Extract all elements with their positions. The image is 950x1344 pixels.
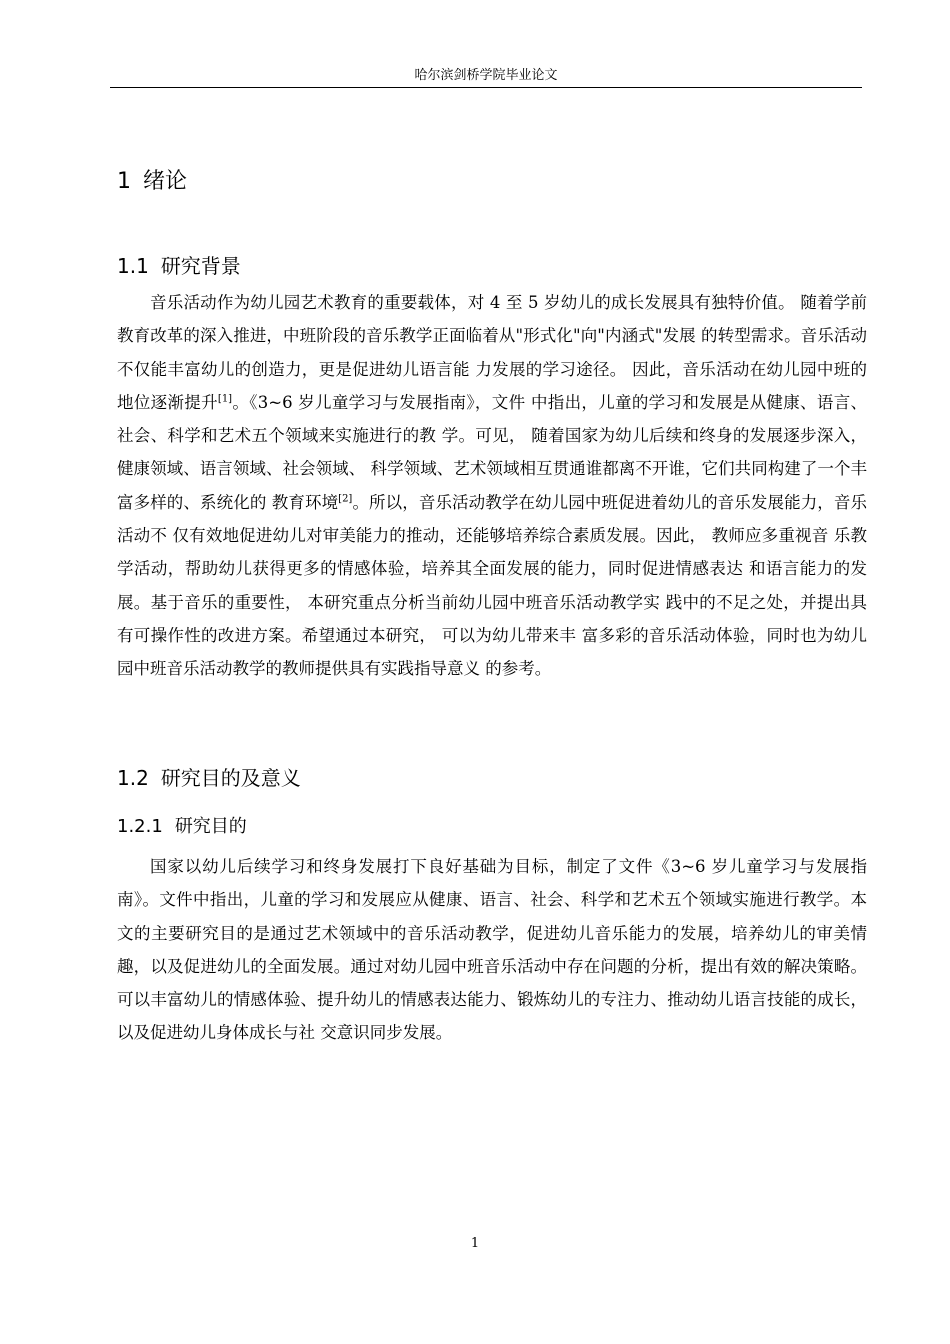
subsection-number: 1.2.1: [117, 816, 163, 837]
running-header: 哈尔滨剑桥学院毕业论文: [414, 68, 558, 83]
chapter-heading: [117, 164, 187, 195]
paragraph-text: 。《3~6 岁儿童学习与发展指南》，文件 中指出，儿童的学习和发展是从健康、语言、社会、科学和艺术五个领域来实施进行的教 学。可见， 随着国家为幼儿后续和终身的发展逐步深入，健康领域、语言领域、社会领域、 科学领域、艺术领域相互贯通谁都离不开谁，它们共同构建了一个丰富多样的、系统化的 教育环境: [117, 392, 868, 512]
paragraph-text: 。所以，音乐活动教学在幼儿园中班促进着幼儿的音乐发展能力，音乐活动不 仅有效地促进幼儿对审美能力的推动，还能够培养综合素质发展。因此， 教师应多重视音 乐教学活动，帮助幼儿获得更多的情感体验，培养其全面发展的能力，同时促进情感表达 和语言能力的发展。基于音乐的重要性， 本研究重点分析当前幼儿园中班音乐活动教学实 践中的不足之处，并提出具有可操作性的改进方案。希望通过本研究， 可以为幼儿带来丰 富多彩的音乐活动体验，同时也为幼儿园中班音乐活动教学的教师提供具有实践指导意义 的参考。: [117, 492, 867, 679]
subsection-title: 研究目的: [174, 816, 247, 837]
chapter-title: 绪论: [143, 169, 188, 194]
section-heading-1-1: [117, 250, 241, 279]
paragraph-research-background: [117, 286, 867, 686]
citation-1: [1]: [217, 393, 233, 405]
subsection-heading-1-2-1: [117, 812, 247, 838]
section-title: 研究目的及意义: [160, 766, 301, 790]
citation-2: [2]: [338, 493, 353, 505]
section-heading-1-2: [117, 762, 301, 791]
section-title: 研究背景: [160, 254, 241, 278]
header-divider: [110, 87, 862, 88]
paragraph-text: 音乐活动作为幼儿园艺术教育的重要载体，对 4 至 5 岁幼儿的成长发展具有独特价值。 随着学前教育改革的深入推进，中班阶段的音乐教学正面临着从"形式化"向"内涵式"发展 的转型需求。音乐活动不仅能丰富幼儿的创造力，更是促进幼儿语言能 力发展的学习途径。 因此，音乐活动在幼儿园中班的地位逐渐提升: [117, 293, 867, 412]
page-number: 1: [470, 1236, 480, 1251]
section-number: 1.1: [117, 254, 149, 278]
section-number: 1.2: [117, 766, 149, 790]
paragraph-research-purpose: 国家以幼儿后续学习和终身发展打下良好基础为目标，制定了文件《3~6 岁儿童学习与发展指南》。文件中指出，儿童的学习和发展应从健康、语言、社会、科学和艺术五个领域实施进行教学。本文的主要研究目的是通过艺术领域中的音乐活动教学，促进幼儿音乐能力的发展，培养幼儿的审美情趣，以及促进幼儿的全面发展。通过对幼儿园中班音乐活动中存在问题的分析，提出有效的解决策略。可以丰富幼儿的情感体验、提升幼儿的情感表达能力、锻炼幼儿的专注力、推动幼儿语言技能的成长， 以及促进幼儿身体成长与社 交意识同步发展。: [117, 857, 867, 1043]
chapter-number: 1: [117, 169, 131, 194]
